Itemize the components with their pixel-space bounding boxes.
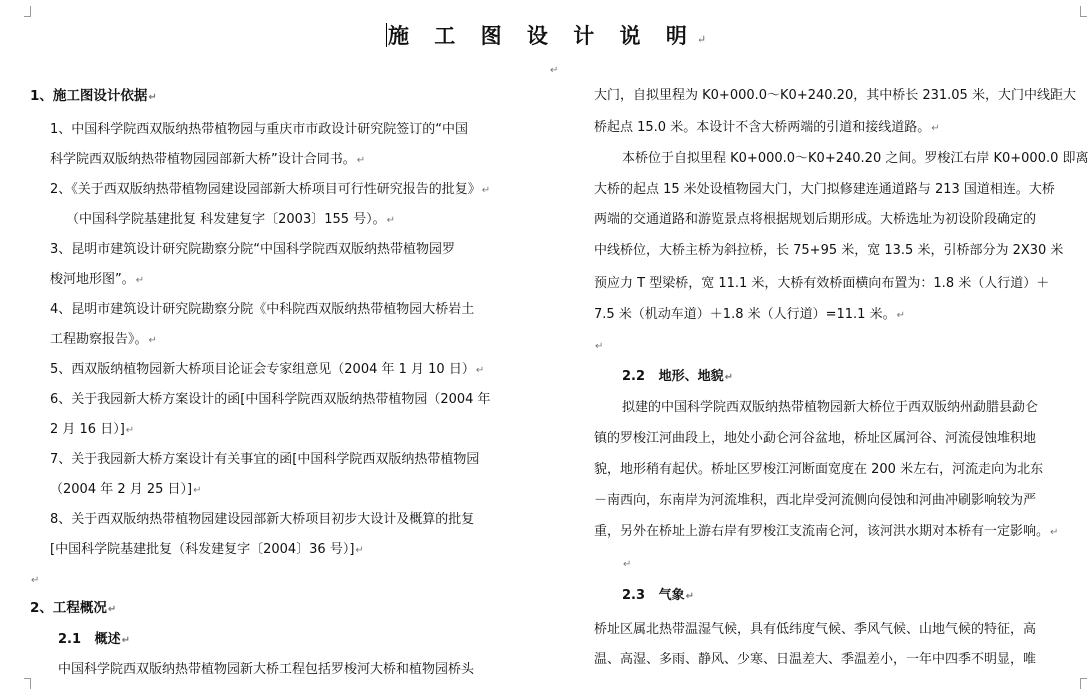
margin-corner-mark (24, 6, 31, 17)
list-item: 1、中国科学院西双版纳热带植物园与重庆市市政设计研究院签订的“中国 (50, 122, 469, 137)
body-text: 预应力 T 型梁桥，宽 11.1 米，大桥有效桥面横向布置为：1.8 米（人行道）＋ (594, 276, 1050, 291)
list-item-cont: [中国科学院基建批复（科发建复字〔2004〕36 号）]↵ (50, 542, 364, 557)
paragraph-mark: ↵ (696, 33, 707, 46)
body-text: 貌，地形稍有起伏。桥址区罗梭江河断面宽度在 200 米左右，河流走向为北东 (594, 462, 1044, 477)
body-text: 两端的交通道路和游览景点将根据规划后期形成。大桥选址为初设阶段确定的 (594, 212, 1037, 227)
body-text: 大门，自拟里程为 K0+000.0～K0+240.20，其中桥长 231.05 米，大门中线距大 (594, 88, 1076, 103)
body-text: 中线桥位，大桥主桥为斜拉桥，长 75+95 米，宽 13.5 米，引桥部分为 2X30 米 (594, 243, 1064, 258)
list-item: 3、昆明市建筑设计研究院勘察分院“中国科学院西双版纳热带植物园罗 (50, 242, 456, 257)
list-item: 7、关于我园新大桥方案设计有关事宜的函[中国科学院西双版纳热带植物园 (50, 452, 480, 467)
empty-paragraph: ↵ (31, 575, 40, 586)
empty-paragraph: ↵ (550, 65, 559, 76)
body-text: 镇的罗梭江河曲段上，地处小勐仑河谷盆地，桥址区属河谷、河流侵蚀堆积地 (594, 431, 1037, 446)
list-item: 2、《关于西双版纳热带植物园建设园部新大桥项目可行性研究报告的批复》↵ (50, 182, 491, 197)
list-item: 5、西双版纳植物园新大桥项目论证会专家组意见（2004 年 1 月 10 日）↵ (50, 362, 485, 377)
list-item-cont: （2004 年 2 月 25 日）]↵ (50, 482, 202, 497)
section-heading-2: 2、工程概况↵ (30, 600, 117, 616)
body-text: 中国科学院西双版纳热带植物园新大桥工程包括罗梭河大桥和植物园桥头 (58, 662, 475, 677)
empty-paragraph: ↵ (623, 559, 632, 570)
body-text: 大桥的起点 15 米处设植物园大门，大门拟修建连通道路与 213 国道相连。大桥 (594, 182, 1055, 197)
document-title: 施 工 图 设 计 说 明↵ (387, 23, 707, 48)
body-text: 桥址区属北热带温湿气候，具有低纬度气候、季风气候、山地气候的特征，高 (594, 622, 1037, 637)
margin-corner-mark (1080, 678, 1087, 689)
list-item-cont: 科学院西双版纳热带植物园园部新大桥”设计合同书。↵ (50, 152, 366, 167)
text-cursor (386, 23, 387, 47)
margin-corner-mark (24, 678, 31, 689)
body-text: －南西向，东南岸为河流堆积，西北岸受河流侧向侵蚀和河曲冲刷影响较为严 (594, 493, 1037, 508)
list-item-cont: （中国科学院基建批复 科发建复字〔2003〕155 号）。↵ (66, 212, 396, 227)
list-item-cont: 梭河地形图”。↵ (50, 272, 145, 287)
empty-paragraph: ↵ (595, 341, 604, 352)
list-item: 4、昆明市建筑设计研究院勘察分院《中科院西双版纳热带植物园大桥岩土 (50, 302, 475, 317)
margin-corner-mark (1080, 6, 1087, 17)
list-item-cont: 工程勘察报告》。↵ (50, 332, 157, 347)
body-text: 温、高湿、多雨、静风、少寒、日温差大、季温差小，一年中四季不明显，唯 (594, 652, 1037, 667)
body-text: 拟建的中国科学院西双版纳热带植物园新大桥位于西双版纳州勐腊县勐仑 (622, 400, 1039, 415)
body-text: 7.5 米（机动车道）＋1.8 米（人行道）=11.1 米。↵ (594, 307, 905, 322)
list-item-cont: 2 月 16 日）]↵ (50, 422, 135, 437)
subsection-heading: 2.1 概述↵ (58, 632, 130, 647)
list-item: 6、关于我园新大桥方案设计的函[中国科学院西双版纳热带植物园（2004 年 (50, 392, 491, 407)
body-text: 重，另外在桥址上游右岸有罗梭江支流南仑河，该河洪水期对本桥有一定影响。↵ (594, 524, 1059, 539)
subsection-heading: 2.3 气象↵ (622, 588, 694, 603)
list-item: 8、关于西双版纳热带植物园建设园部新大桥项目初步大设计及概算的批复 (50, 512, 475, 527)
subsection-heading: 2.2 地形、地貌↵ (622, 369, 733, 384)
body-text: 本桥位于自拟里程 K0+000.0～K0+240.20 之间。罗梭江右岸 K0+000.0 即离 (622, 151, 1089, 166)
section-heading-1: 1、施工图设计依据↵ (30, 88, 157, 104)
body-text: 桥起点 15.0 米。本设计不含大桥两端的引道和接线道路。↵ (594, 120, 940, 135)
